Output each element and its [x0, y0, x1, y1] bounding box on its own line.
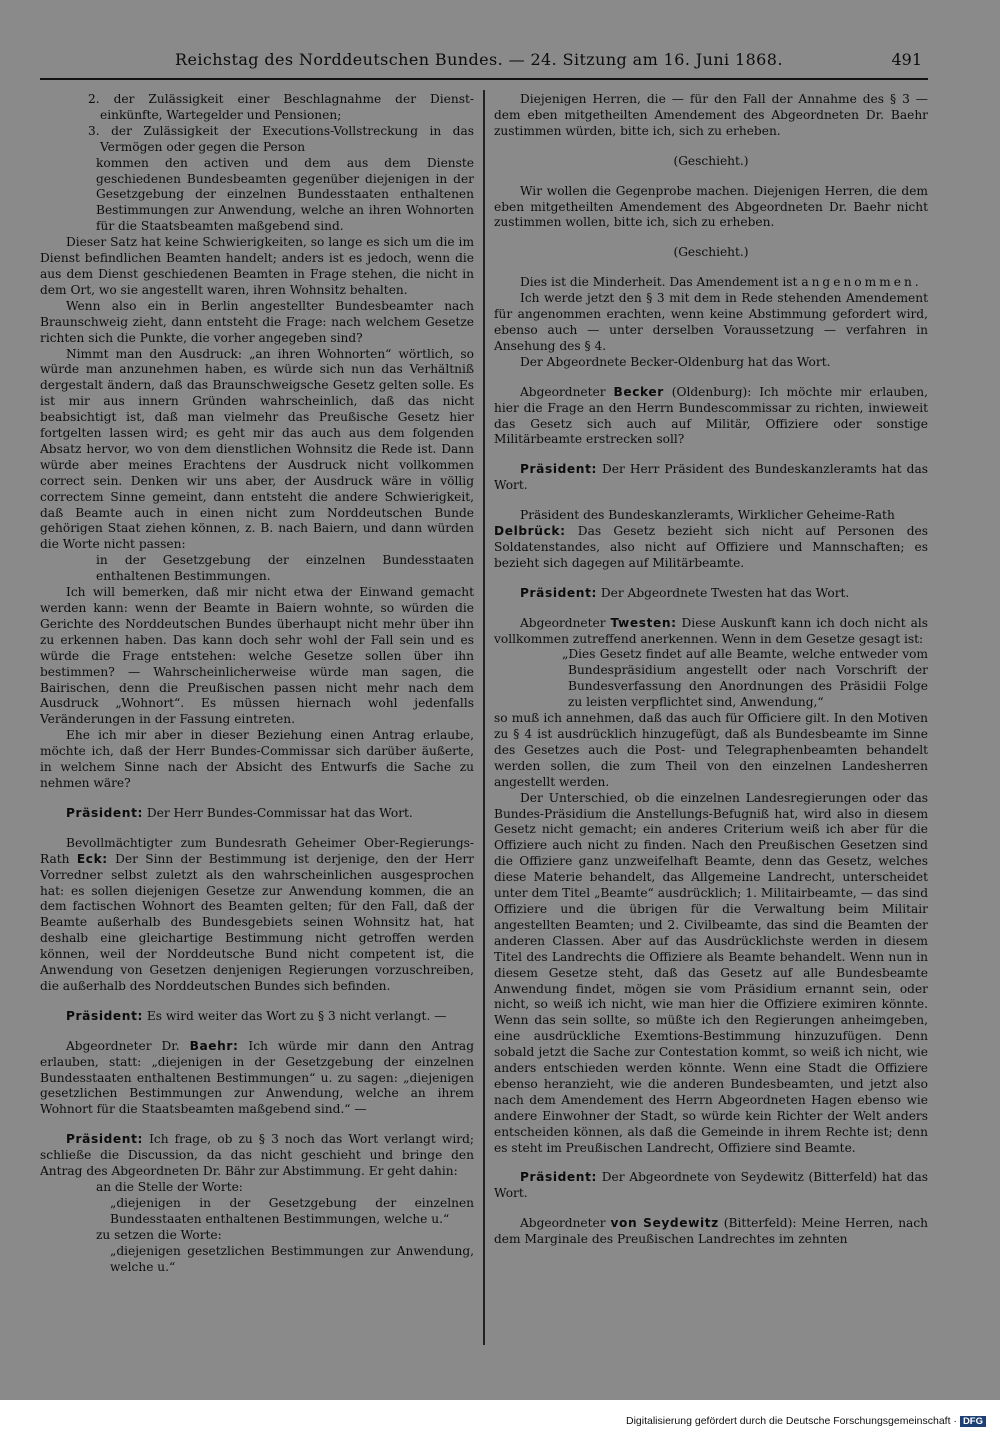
paragraph: Ehe ich mir aber in dieser Beziehung einen Antrag erlaube, möchte ich, daß der Herr Bundes-Commissar sich darüber äußerte, in welchem Sinne nach der Absicht des Entwurfs die Sache zu nehmen wäre? — [40, 728, 474, 790]
list-item-2: 2. der Zulässigkeit einer Beschlagnahme der Dienst-einkünfte, Wartegelder und Pensionen; — [88, 92, 474, 122]
speaker-name: Eck: — [76, 851, 108, 866]
speech-paragraph: Abgeordneter Twesten: Diese Auskunft kann ich doch nicht als vollkommen zutreffend anerkennen. Wenn in dem Gesetze gesagt ist: — [494, 615, 928, 646]
speech-paragraph: Präsident: Es wird weiter das Wort zu § 3 nicht verlangt. — — [66, 1008, 447, 1023]
speech-paragraph: Abgeordneter Becker (Oldenburg): Ich möchte mir erlauben, hier die Frage an den Herrn Bundescommissar zu richten, inwieweit das Gesetz sich auch auf Militär, Offiziere oder sonstige Militärbeamte erstrecken soll? — [494, 384, 928, 447]
speech-paragraph: Bevollmächtigter zum Bundesrath Geheimer Ober-Regierungs-Rath Eck: Der Sinn der Bestimmung ist derjenige, den der Herr Vorredner selbst zuletzt als den wahrscheinlichen ausgesprochen hat: es sollen diejenigen Gesetze zur Anwendung kommen, die an dem factischen Wohnort des Beamten gelten; für den Fall, daß der Beamte außerhalb des Bundesgebiets seinen Wohnsitz hat, hat deshalb eine gleichartige Bestimmung nicht getroffen werden können, weil der Norddeutsche Bund nicht competent ist, die Anwendung von Gesetzen denjenigen Regierungen vorzuschreiben, die außerhalb des Norddeutschen Bundes sich befinden. — [40, 835, 475, 993]
page-number: 491 — [891, 50, 922, 69]
paragraph: Der Abgeordnete Becker-Oldenburg hat das Wort. — [520, 354, 831, 369]
quoted-text: „diejenigen in der Gesetzgebung der einzelnen Bundesstaaten enthaltenen Bestimmungen, welche u.“ — [110, 1195, 474, 1226]
stage-direction: (Geschieht.) — [673, 153, 749, 168]
speech-paragraph: Abgeordneter Dr. Baehr: Ich würde mir dann den Antrag erlauben, statt: „diejenigen in der Gesetzgebung der einzelnen Bundesstaaten enthaltenen Bestimmungen“ u. zu sagen: „diejenigen gesetzlichen Bestimmungen zur Anwendung, welche an ihrem Wohnort für die Staatsbeamten maßgebend sind.“ — — [40, 1038, 474, 1117]
stage-direction: (Geschieht.) — [673, 245, 749, 260]
speech-paragraph: Präsident: Der Abgeordnete von Seydewitz (Bitterfeld) hat das Wort. — [494, 1170, 928, 1201]
left-column — [40, 92, 474, 1275]
speaker-name: Twesten: — [610, 615, 677, 630]
paragraph: Wir wollen die Gegenprobe machen. Diejenigen Herren, die dem eben mitgetheilten Amendement des Abgeordneten Dr. Baehr nicht zustimmen wollen, bitte ich, sich zu erheben. — [494, 183, 928, 230]
speech-paragraph: Präsident: Der Abgeordnete Twesten hat das Wort. — [520, 585, 850, 600]
paragraph: Dies ist die Minderheit. Das Amendement ist angenommen. — [520, 275, 922, 290]
page-header — [40, 48, 928, 80]
speech-paragraph: Delbrück: Das Gesetz bezieht sich nicht auf Personen des Soldatenstandes, also nicht auf Offiziere und Mannschaften; es bezieht sich dagegen auf Militärbeamte. — [494, 524, 928, 570]
speaker-name: Baehr: — [189, 1038, 239, 1053]
speaker-name: Delbrück: — [494, 524, 566, 539]
speech-paragraph: Präsident: Der Herr Bundes-Commissar hat das Wort. — [66, 805, 413, 820]
speech-paragraph: Präsident: Ich frage, ob zu § 3 noch das Wort verlangt wird; schließe die Discussion, da das nicht geschieht und bringe den Antrag des Abgeordneten Dr. Bähr zur Abstimmung. Er geht dahin: — [40, 1132, 474, 1179]
speaker-name: Präsident: — [520, 462, 597, 477]
speaker-name: von Seydewitz — [610, 1216, 719, 1231]
paragraph: Diejenigen Herren, die — für den Fall der Annahme des § 3 — dem eben mitgetheilten Amendement des Abgeordneten Dr. Baehr zustimmen würden, bitte ich, sich zu erheben. — [494, 92, 928, 138]
quoted-text: „diejenigen gesetzlichen Bestimmungen zur Anwendung, welche u.“ — [110, 1243, 474, 1274]
right-column — [494, 92, 928, 1248]
speaker-name: Becker — [613, 384, 664, 399]
speaker-name: Präsident: — [66, 1132, 143, 1147]
paragraph: Wenn also ein in Berlin angestellter Bundesbeamter nach Braunschweig zieht, dann entsteht die Frage: nach welchem Gesetze richten sich die Punkte, die vorher angegeben sind? — [40, 298, 474, 345]
law-text: kommen den activen und dem aus dem Dienste geschiedenen Bundesbeamten gegenüber diejenigen in der Gesetzgebung der einzelnen Bundesstaaten enthaltenen Bestimmungen zur Anwendung, welche an ihren Wohnorten für die Staatsbeamten maßgebend sind. — [96, 155, 474, 234]
speaker-name: Präsident: — [520, 585, 597, 600]
speech-paragraph: Abgeordneter von Seydewitz (Bitterfeld): Meine Herren, nach dem Marginale des Preußischen Landrechtes im zehnten — [494, 1216, 928, 1247]
spaced-word: angenommen. — [801, 275, 922, 290]
digitization-credit: Digitalisierung gefördert durch die Deutsche Forschungsgemeinschaft · DFG — [626, 1415, 986, 1427]
quoted-text: „Dies Gesetz findet auf alle Beamte, welche entweder vom Bundespräsidium angestellt oder nach Vorschrift der Bundesverfassung den Anordnungen des Präsidii Folge zu leisten verpflichtet sind, Anwendung,“ — [562, 647, 928, 710]
speaker-name: Präsident: — [520, 1170, 597, 1185]
credit-text: Digitalisierung gefördert durch die Deutsche Forschungsgemeinschaft — [626, 1415, 951, 1427]
quoted-text: in der Gesetzgebung der einzelnen Bundesstaaten enthaltenen Bestimmungen. — [96, 553, 474, 584]
list-item-3: 3. der Zulässigkeit der Executions-Vollstreckung in das Vermögen oder gegen die Person — [88, 123, 474, 154]
column-divider — [483, 90, 485, 1345]
dfg-logo: DFG — [960, 1416, 986, 1427]
speech-paragraph: Präsident: Der Herr Präsident des Bundeskanzleramts hat das Wort. — [494, 462, 928, 493]
paragraph: an die Stelle der Worte: — [96, 1180, 243, 1194]
paragraph: Ich werde jetzt den § 3 mit dem in Rede stehenden Amendement für angenommen erachten, wenn keine Abstimmung gefordert wird, ebenso auch — unter derselben Voraussetzung — verfahren in Ansehung des § 4. — [494, 291, 928, 353]
paragraph: Dieser Satz hat keine Schwierigkeiten, so lange es sich um die im Dienst befindlichen Beamten handelt; anders ist es jedoch, wenn die aus dem Dienst geschiedenen Beamten in Frage stehen, die nicht in dem Ort, wo sie angestellt waren, ihren Wohnsitz behalten. — [40, 235, 474, 297]
header-title: Reichstag des Norddeutschen Bundes. — 24. Sitzung am 16. Juni 1868. — [175, 50, 783, 69]
paragraph: Präsident des Bundeskanzleramts, Wirklicher Geheime-Rath — [520, 508, 895, 523]
speaker-name: Präsident: — [66, 805, 143, 820]
speaker-name: Präsident: — [66, 1008, 143, 1023]
paragraph: Nimmt man den Ausdruck: „an ihren Wohnorten“ wörtlich, so würde man anzunehmen haben, es würde sich nun das Verhältniß dergestalt ändern, daß das Braunschweigsche Gesetz gelten solle. Es ist mir aus innern Gründen wahrscheinlich, daß das nicht beabsichtigt ist, daß man vielmehr das Preußische Gesetz hier fortgelten lassen wird; es geht mir das auch aus dem folgenden Absatz hervor, wo von dem dienstlichen Wohnsitz die Rede ist. Dann würde aber meines Erachtens der Ausdruck nicht vollkommen correct sein. Denken wir uns aber, der Ausdruck wäre in völlig correctem Sinne gemeint, dann entsteht die andere Schwierigkeit, daß Beamte auch in einen nicht zum Norddeutschen Bunde gehörigen Staat ziehen können, z. B. nach Baiern, und dann würden die Worte nicht passen: — [40, 346, 474, 552]
paragraph: so muß ich annehmen, daß das auch für Officiere gilt. In den Motiven zu § 4 ist ausdrücklich hinzugefügt, daß als Bundesbeamte im Sinne des Gesetzes auch die Post- und Telegraphenbeamten behandelt werden sollen, die zum Theil von den einzelnen Landesherren angestellt werden. — [494, 711, 928, 789]
paragraph: Der Unterschied, ob die einzelnen Landesregierungen oder das Bundes-Präsidium die Anstellungs-Befugniß hat, wird also in diesem Gesetz nicht gemacht; ein anderes Criterium weiß ich aber für die Offiziere auch nicht zu finden. Nach den Preußischen Gesetzen sind die Offiziere ganz unzweifelhaft Beamte, denn das Gesetz, welches diese Materie behandelt, das Allgemeine Landrecht, unterscheidet unter dem Titel „Beamte“ ausdrücklich; 1. Militairbeamte, — das sind Offiziere und die übrigen für die Verwaltung beim Militair angestellten Beamten; und 2. Civilbeamte, das sind die Beamten der anderen Classen. Aber auf das Ausdrücklichste werden in diesem Titel des Landrechts die Offiziere als Beamte behandelt. Wenn nun in diesem Gesetze steht, daß das Gesetz auf alle Bundesbeamte Anwendung findet, mögen sie vom Präsidium ernannt sein, oder nicht, so weiß ich nicht, wie man hier die Offiziere eximiren könnte. Wenn das sein sollte, so müßte ich den Regierungen anheimgeben, eine ausdrückliche Exemtions-Bestimmung hinzuzufügen. Denn sobald jetzt die Sache zur Contestation kommt, so weiß ich nicht, wie anders entschieden werden könnte. Wenn eine Stadt die Offiziere ebenso heranzieht, wie die anderen Bundesbeamten, und jetzt also nach dem Amendement des Herrn Abgeordneten Hagen ebenso wie andere Einwohner der Stadt, so würde kein Richter der Welt anders entscheiden können, als daß die Gemeinde in ihrem Rechte ist; denn es steht im Preußischen Landrecht, Offiziere sind Beamte. — [494, 790, 928, 1155]
paragraph: Ich will bemerken, daß mir nicht etwa der Einwand gemacht werden kann: wenn der Beamte in Baiern wohnte, so würden die Gerichte des Norddeutschen Bundes überhaupt nicht mehr über ihn zu erkennen haben. Das kann doch sehr wohl der Fall sein und es würde die Frage entstehen: welche Gesetze sollen über ihn bestimmen? — Wahrscheinlicherweise würde man sagen, die Bairischen, denn die Preußischen passen nicht mehr nach dem Ausdruck „Wohnort“. Es müssen hiernach wohl jedenfalls Veränderungen in der Fassung eintreten. — [40, 585, 474, 727]
paragraph: zu setzen die Worte: — [96, 1227, 222, 1242]
